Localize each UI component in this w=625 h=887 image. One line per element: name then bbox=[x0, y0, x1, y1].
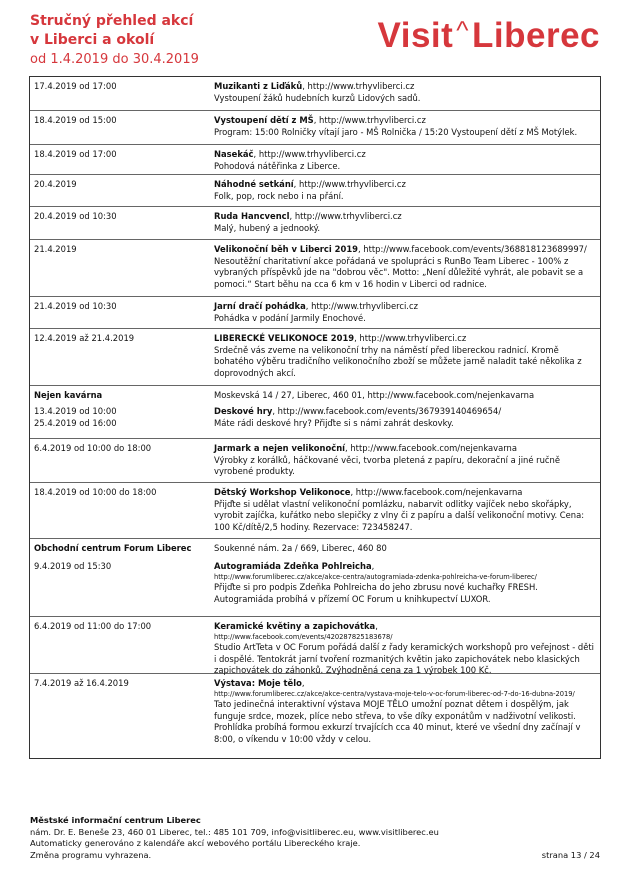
event-title: Jarní dračí pohádka bbox=[214, 301, 306, 311]
event-row bbox=[30, 406, 600, 439]
event-url[interactable]: , http://www.trhyvliberci.cz bbox=[305, 301, 418, 311]
event-row bbox=[30, 329, 600, 386]
event-url[interactable]: , http://www.facebook.com/events/368818123689997/ bbox=[357, 244, 587, 254]
event-url[interactable]: , http://www.trhyvliberci.cz bbox=[253, 149, 366, 159]
event-date: 17.4.2019 od 17:00 bbox=[34, 81, 117, 91]
event-date: 9.4.2019 od 15:30 bbox=[34, 561, 112, 571]
venue-address: Soukenné nám. 2a / 669, Liberec, 460 80 bbox=[214, 543, 387, 553]
footer-note-generated: Automaticky generováno z kalendáře akcí webového portálu Libereckého kraje. bbox=[30, 838, 361, 849]
header-date-range: od 1.4.2019 do 30.4.2019 bbox=[30, 52, 199, 67]
event-title: Deskové hry bbox=[214, 406, 273, 416]
logo-caret: ^ bbox=[456, 15, 469, 45]
event-title: Ruda Hancvencl bbox=[214, 211, 290, 221]
event-description: Nesoutěžní charitativní akce pořádaná ve spolupráci s RunBo Team Liberec - 100% z vybraných příspěvků jde na "dobrou věc". Motto: „Není důležité vyhrát, ale pobavit se a pomoci.“ Start běhu na cca 6 km v 16 hodin v Liberci od radnice. bbox=[214, 255, 584, 289]
event-title: Dětský Workshop Velikonoce bbox=[214, 487, 351, 497]
event-date: 18.4.2019 od 10:00 do 18:00 bbox=[34, 487, 157, 497]
event-date bbox=[34, 406, 214, 438]
event-url[interactable]: , http://www.trhyvliberci.cz bbox=[293, 179, 406, 189]
event-url[interactable]: , http://www.facebook.com/events/367939140469654/ bbox=[272, 406, 502, 416]
event-row bbox=[30, 77, 600, 111]
event-description: Máte rádi deskové hry? Přijďte si s námi zahrát deskovky. bbox=[214, 417, 454, 428]
event-url[interactable]: , http://www.facebook.com/nejenkavarna bbox=[350, 487, 523, 497]
event-title: Vystoupení dětí z MŠ bbox=[214, 115, 314, 125]
page-header bbox=[30, 12, 600, 74]
event-title: Náhodné setkání bbox=[214, 179, 294, 189]
event-row bbox=[30, 561, 600, 617]
event-description: Výrobky z korálků, háčkované věci, tvorba pletená z papíru, dekorační a jiné ručně vyrobené produkty. bbox=[214, 454, 560, 476]
event-row bbox=[30, 674, 600, 766]
event-description: Srdečně vás zveme na velikonoční trhy na náměstí před libereckou radnicí. Kromě bohatého výběru tradičního velikonočního zboží se můžete jarně naladit také několika z doprovodných akcí. bbox=[214, 344, 582, 378]
event-row bbox=[30, 483, 600, 539]
events-table bbox=[29, 76, 601, 759]
event-title: Autogramiáda Zdeňka Pohlreicha bbox=[214, 561, 372, 571]
event-title: LIBERECKÉ VELIKONOCE 2019 bbox=[214, 333, 355, 343]
header-title-line1: Stručný přehled akcí bbox=[30, 13, 194, 29]
event-date: 7.4.2019 až 16.4.2019 bbox=[34, 678, 129, 688]
event-url[interactable]: , bbox=[301, 678, 305, 688]
event-date: 12.4.2019 až 21.4.2019 bbox=[34, 333, 135, 343]
event-date: 6.4.2019 od 11:00 do 17:00 bbox=[34, 621, 152, 631]
venue-name: Obchodní centrum Forum Liberec bbox=[34, 543, 192, 553]
logo-text-visit: Visit bbox=[377, 16, 454, 55]
event-title: Muzikanti z Liďáků bbox=[214, 81, 303, 91]
venue-header bbox=[30, 539, 600, 561]
event-row bbox=[30, 617, 600, 674]
venue-address: Moskevská 14 / 27, Liberec, 460 01, http://www.facebook.com/nejenkavarna bbox=[214, 390, 535, 400]
event-date-1: 13.4.2019 od 10:00 bbox=[34, 406, 117, 416]
event-description: Přijďte si pro podpis Zdeňka Pohlreicha do jeho zbrusu nové kuchařky FRESH. Autogramiáda probíhá v přízemí OC Forum u knihkupectví LUXOR. bbox=[214, 582, 538, 604]
event-date: 20.4.2019 od 10:30 bbox=[34, 211, 117, 221]
event-url[interactable]: , bbox=[371, 561, 375, 571]
page-footer bbox=[30, 815, 600, 862]
event-url[interactable]: , http://www.trhyvliberci.cz bbox=[302, 81, 415, 91]
event-description: Program: 15:00 Rolničky vítají jaro - MŠ Rolnička / 15:20 Vystoupení dětí z MŠ Motýlek. bbox=[214, 126, 578, 137]
event-url[interactable]: , http://www.trhyvliberci.cz bbox=[354, 333, 467, 343]
event-description: Vystoupení žáků hudebních kurzů Lidových sadů. bbox=[214, 92, 421, 103]
venue-name: Nejen kavárna bbox=[34, 390, 103, 400]
event-date: 21.4.2019 bbox=[34, 244, 77, 254]
event-date: 18.4.2019 od 15:00 bbox=[34, 115, 117, 125]
event-url[interactable]: , http://www.trhyvliberci.cz bbox=[289, 211, 402, 221]
event-url[interactable]: , http://www.facebook.com/nejenkavarna bbox=[345, 443, 517, 453]
event-url[interactable]: , bbox=[375, 621, 378, 631]
footer-note-changes: Změna programu vyhrazena. bbox=[30, 850, 152, 861]
event-row bbox=[30, 439, 600, 483]
event-description: Přijďte si udělat vlastní velikonoční pomlázku, nabarvit odlitky vajíček nebo skořápky, vyrobit zajíčka, kuřátko nebo slepičky z vlny či z papíru a další velikonoční motivy. Cena: 100 Kč/dítě/2,5 hodiny. Rezervace: 723458247. bbox=[214, 498, 585, 532]
logo-text-liberec: Liberec bbox=[472, 16, 600, 55]
event-row bbox=[30, 207, 600, 240]
event-title: Nasekáč bbox=[214, 149, 254, 159]
event-title: Velikonoční běh v Liberci 2019 bbox=[214, 244, 358, 254]
event-title: Výstava: Moje tělo bbox=[214, 678, 302, 688]
event-date: 18.4.2019 od 17:00 bbox=[34, 149, 117, 159]
event-row bbox=[30, 145, 600, 175]
event-url-long[interactable]: http://www.facebook.com/events/420287825183678/ bbox=[214, 632, 393, 641]
event-date: 6.4.2019 od 10:00 do 18:00 bbox=[34, 443, 152, 453]
event-row bbox=[30, 297, 600, 329]
event-description: Studio ArtTeta v OC Forum pořádá další z řady keramických workshopů pro veřejnost - děti i dospělé. Tentokrát jarní tvoření rozmanitých květin jako zapichovátek nebo klasických zapichovátek do záhonků. Zvýhodněná cena za 1 výrobek 100 Kč. bbox=[214, 642, 594, 675]
page-number: strana 13 / 24 bbox=[541, 850, 600, 861]
event-url[interactable]: , http://www.trhyvliberci.cz bbox=[313, 115, 426, 125]
venue-header bbox=[30, 386, 600, 406]
event-row bbox=[30, 175, 600, 207]
event-description: Pohádka v podání Jarmily Enochové. bbox=[214, 312, 366, 323]
event-description: Folk, pop, rock nebo i na přání. bbox=[214, 190, 344, 201]
event-url-long[interactable]: http://www.forumliberec.cz/akce/akce-centra/vystava-moje-telo-v-oc-forum-liberec-od-7-do-16-dubna-2019/ bbox=[214, 689, 575, 698]
footer-organization: Městské informační centrum Liberec bbox=[30, 815, 201, 825]
header-title-line2: v Liberci a okolí bbox=[30, 32, 155, 48]
event-date: 20.4.2019 bbox=[34, 179, 77, 189]
event-description: Malý, hubený a jednooký. bbox=[214, 222, 321, 233]
event-description: Tato jedinečná interaktivní výstava MOJE TĚLO umožní poznat dětem i dospělým, jak funguje srdce, mozek, plíce nebo střeva, to vše díky exponátům v nadživotní velikosti. Prohlídka probíhá formou exkurzí trvajících cca 40 minut, které ve všední dny začínají v 8:00, o víkendu v 10:00 vždy v celou. bbox=[214, 699, 581, 744]
event-description: Pohodová nátěřinka z Liberce. bbox=[214, 160, 341, 171]
footer-address: nám. Dr. E. Beneše 23, 460 01 Liberec, tel.: 485 101 709, info@visitliberec.eu, www.visitliberec.eu bbox=[30, 826, 439, 837]
event-date: 21.4.2019 od 10:30 bbox=[34, 301, 117, 311]
visit-liberec-logo bbox=[378, 16, 600, 56]
event-date-2: 25.4.2019 od 16:00 bbox=[34, 417, 117, 428]
event-row bbox=[30, 240, 600, 297]
event-title: Keramické květiny a zapichovátka bbox=[214, 621, 376, 631]
event-row bbox=[30, 111, 600, 145]
event-url-long[interactable]: http://www.forumliberec.cz/akce/akce-centra/autogramiada-zdenka-pohlreicha-ve-forum-liberec/ bbox=[214, 572, 537, 581]
event-title: Jarmark a nejen velikonoční bbox=[214, 443, 346, 453]
